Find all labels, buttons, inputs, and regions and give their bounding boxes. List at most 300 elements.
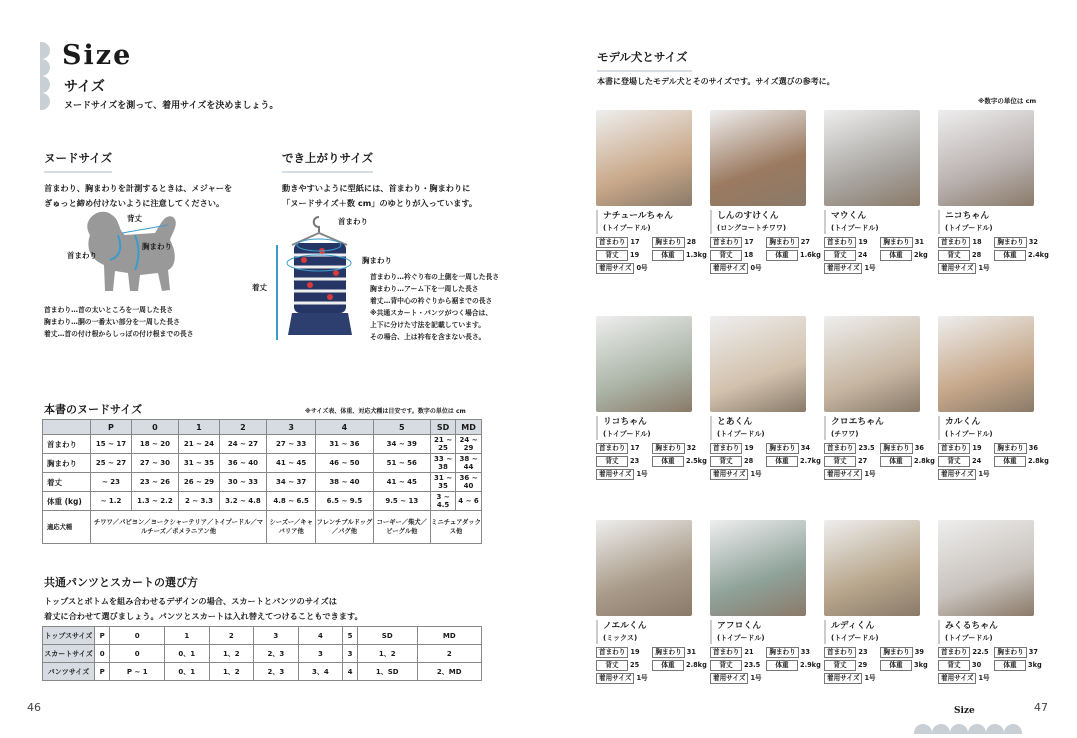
col-header: MD <box>456 420 482 435</box>
dog-breed: (トイプードル) <box>945 430 993 438</box>
stat-label: 首まわり <box>824 443 856 454</box>
cell: 1 <box>165 627 210 645</box>
stat-label: 背丈 <box>710 250 742 261</box>
row-header: 胸まわり <box>43 454 91 473</box>
stat-label: 着用サイズ <box>710 263 748 274</box>
stat-value: 17 <box>744 238 754 246</box>
stat-label: 首まわり <box>596 237 628 248</box>
dog-breed: (チワワ) <box>831 430 859 438</box>
cell: 27 ~ 30 <box>131 454 178 473</box>
dog-name: ニコちゃん <box>945 211 989 221</box>
stat-label: 着用サイズ <box>596 263 634 274</box>
stat-label: 胸まわり <box>994 237 1026 248</box>
cell: SD <box>357 627 417 645</box>
stat-label: 体重 <box>766 456 798 467</box>
table-row-breeds <box>43 511 482 544</box>
stat-label: 胸まわり <box>652 647 684 658</box>
stat-value: 2.9kg <box>800 661 821 669</box>
dog-name: ナチュールちゃん <box>603 211 673 221</box>
cell: 34 ~ 39 <box>373 435 431 454</box>
stat-label: 背丈 <box>938 456 970 467</box>
table-row <box>43 454 482 473</box>
dog-stats <box>596 236 707 275</box>
row-header: スカートサイズ <box>43 645 95 663</box>
row-header: 着丈 <box>43 473 91 492</box>
note: その場合、上は衿布を含まない長さ。 <box>370 333 486 341</box>
stat-value: 30 <box>972 661 982 669</box>
dog-name-block <box>824 620 879 644</box>
cell: 34 ~ 37 <box>267 473 316 492</box>
cell: 41 ~ 45 <box>373 473 431 492</box>
cell: 3 <box>254 627 299 645</box>
dog-name: クロエちゃん <box>831 417 884 427</box>
cell: P ~ 1 <box>110 663 165 681</box>
stat-value: 2.5kg <box>686 457 707 465</box>
table-row <box>43 473 482 492</box>
note: 首まわり…首の太いところを一周した長さ <box>44 306 174 314</box>
stat-value: 2.8kg <box>1028 457 1049 465</box>
dog-photo <box>710 520 806 616</box>
dog-stats <box>710 646 821 685</box>
cell: 1、2 <box>357 645 417 663</box>
dog-photo <box>824 316 920 412</box>
pants-text: 着丈に合わせて選びましょう。パンツとスカートは入れ替えてつけることもできます。 <box>44 611 363 621</box>
note: 着丈…背中心の衿ぐりから裾までの長さ <box>370 297 493 305</box>
col-header: 5 <box>373 420 431 435</box>
dog-stats <box>938 442 1049 481</box>
stat-value: 27 <box>800 238 810 246</box>
cell: 3 ~ 4.5 <box>431 492 456 511</box>
finished-size-section <box>282 147 477 211</box>
stat-value: 19 <box>630 648 640 656</box>
dog-name: ノエルくん <box>603 621 647 631</box>
label-chest: 胸まわり <box>362 256 392 265</box>
cell: 26 ~ 29 <box>178 473 219 492</box>
cell: 31 ~ 36 <box>316 435 373 454</box>
cell: 4.8 ~ 6.5 <box>267 492 316 511</box>
label-chest: 胸まわり <box>142 242 172 251</box>
cell: 0、1 <box>165 663 210 681</box>
stat-label: 首まわり <box>596 647 628 658</box>
dog-photo <box>596 520 692 616</box>
note: 首まわり…衿ぐり布の上側を一周した長さ <box>370 273 500 281</box>
dog-breed: (トイプードル) <box>945 224 993 232</box>
cell: ミニチュアダックス他 <box>431 511 482 544</box>
dog-photo <box>938 110 1034 206</box>
stat-value: 1号 <box>750 674 762 682</box>
stat-value: 32 <box>1028 238 1038 246</box>
cell: 30 ~ 33 <box>219 473 266 492</box>
dog-name: リコちゃん <box>603 417 647 427</box>
note: ※共通スカート・パンツがつく場合は、 <box>370 309 493 317</box>
cell: 3 <box>298 645 343 663</box>
nude-size-text: ぎゅっと締め付けないように注意してください。 <box>44 198 225 208</box>
stat-value: 36 <box>914 444 924 452</box>
cell: 24 ~ 29 <box>456 435 482 454</box>
cell: 38 ~ 44 <box>456 454 482 473</box>
dress-on-hanger-photo <box>282 215 357 340</box>
cell: 23 ~ 26 <box>131 473 178 492</box>
nude-size-section <box>44 147 232 211</box>
cell: 36 ~ 40 <box>219 454 266 473</box>
stat-label: 体重 <box>994 250 1026 261</box>
page-title-jp: サイズ <box>64 79 105 95</box>
stat-value: 17 <box>630 444 640 452</box>
dog-stats <box>824 442 935 481</box>
stat-label: 背丈 <box>596 456 628 467</box>
label-back-length: 背丈 <box>127 214 142 223</box>
stat-value: 1号 <box>636 674 648 682</box>
pants-section <box>44 574 363 624</box>
stat-label: 首まわり <box>710 443 742 454</box>
stat-value: 28 <box>744 457 754 465</box>
cell: ~ 23 <box>91 473 132 492</box>
cell: 1.3 ~ 2.2 <box>131 492 178 511</box>
stat-value: 25 <box>630 661 640 669</box>
dog-name: マウくん <box>831 211 867 221</box>
stat-value: 2.8kg <box>914 457 935 465</box>
stat-value: 2.4kg <box>1028 251 1049 259</box>
stat-value: 1号 <box>636 470 648 478</box>
cell: 1、2 <box>209 645 254 663</box>
finished-size-notes <box>370 271 499 343</box>
stat-value: 0号 <box>750 264 762 272</box>
label-length: 着丈 <box>252 283 267 292</box>
cell: 36 ~ 40 <box>456 473 482 492</box>
dog-name: アフロくん <box>717 621 761 631</box>
stat-value: 19 <box>630 251 640 259</box>
model-dogs-lead: 本書に登場したモデル犬とそのサイズです。サイズ選びの参考に。 <box>597 77 835 86</box>
stat-label: 体重 <box>766 660 798 671</box>
dog-breed: (ミックス) <box>603 634 638 642</box>
stat-label: 体重 <box>994 660 1026 671</box>
stat-label: 着用サイズ <box>710 469 748 480</box>
dog-breed: (トイプードル) <box>831 634 879 642</box>
nude-size-table <box>42 419 482 544</box>
cell: 5 <box>343 627 358 645</box>
stat-label: 体重 <box>652 456 684 467</box>
stat-value: 2kg <box>914 251 928 259</box>
cell: 2 <box>209 627 254 645</box>
stat-label: 着用サイズ <box>596 469 634 480</box>
dog-stats <box>824 236 928 275</box>
cell: 0 <box>110 645 165 663</box>
stat-label: 胸まわり <box>880 237 912 248</box>
stat-value: 19 <box>744 444 754 452</box>
cell: 27 ~ 33 <box>267 435 316 454</box>
stat-label: 着用サイズ <box>938 673 976 684</box>
cell: 0 <box>110 627 165 645</box>
note: 胸まわり…胴の一番太い部分を一周した長さ <box>44 318 180 326</box>
dog-photo <box>596 316 692 412</box>
stat-value: 32 <box>686 444 696 452</box>
stat-label: 首まわり <box>938 647 970 658</box>
model-dogs-heading: モデル犬とサイズ <box>597 49 692 72</box>
stat-label: 背丈 <box>710 660 742 671</box>
table-header-row <box>43 420 482 435</box>
row-header: 体重 (kg) <box>43 492 91 511</box>
cell: コーギー／柴犬／ビーグル他 <box>373 511 431 544</box>
dog-stats <box>710 442 821 481</box>
dog-name-block <box>824 416 884 440</box>
cell: 2、MD <box>417 663 482 681</box>
stat-label: 胸まわり <box>766 647 798 658</box>
stat-label: 背丈 <box>596 250 628 261</box>
dog-name: みくるちゃん <box>945 621 998 631</box>
footer-title: Size <box>954 706 975 716</box>
cell: 4 <box>343 663 358 681</box>
title-scallop-decoration <box>40 42 50 110</box>
stat-value: 37 <box>1028 648 1038 656</box>
stat-label: 着用サイズ <box>824 469 862 480</box>
cell: 18 ~ 20 <box>131 435 178 454</box>
stat-value: 1号 <box>864 264 876 272</box>
stat-label: 背丈 <box>710 456 742 467</box>
page-number-left: 46 <box>27 701 41 714</box>
stat-label: 背丈 <box>824 456 856 467</box>
stat-value: 3kg <box>914 661 928 669</box>
cell: チワワ／パピヨン／ヨークシャーテリア／トイプードル／マルチーズ／ポメラニアン他 <box>91 511 267 544</box>
cell: 9.5 ~ 13 <box>373 492 431 511</box>
stat-value: 23.5 <box>744 661 761 669</box>
stat-label: 胸まわり <box>880 443 912 454</box>
cell: 38 ~ 40 <box>316 473 373 492</box>
cell: 3 <box>343 645 358 663</box>
stat-label: 背丈 <box>938 250 970 261</box>
stat-label: 着用サイズ <box>938 263 976 274</box>
stat-value: 3kg <box>1028 661 1042 669</box>
stat-label: 首まわり <box>938 443 970 454</box>
dog-breed: (トイプードル) <box>717 634 765 642</box>
dog-name-block <box>596 620 647 644</box>
dog-stats <box>596 646 707 685</box>
stat-label: 首まわり <box>596 443 628 454</box>
stat-label: 体重 <box>880 456 912 467</box>
cell: フレンチブルドッグ／パグ他 <box>316 511 373 544</box>
cell: ~ 1.2 <box>91 492 132 511</box>
stat-value: 22.5 <box>972 648 989 656</box>
dog-name-block <box>938 620 998 644</box>
col-header: P <box>91 420 132 435</box>
cell: 33 ~ 38 <box>431 454 456 473</box>
pants-text: トップスとボトムを組み合わせるデザインの場合、スカートとパンツのサイズは <box>44 596 337 606</box>
stat-value: 33 <box>800 648 810 656</box>
cell: 2 <box>417 645 482 663</box>
stat-label: 首まわり <box>710 647 742 658</box>
row-header: トップスサイズ <box>43 627 95 645</box>
stat-label: 首まわり <box>710 237 742 248</box>
cell: 51 ~ 56 <box>373 454 431 473</box>
page-number-right: 47 <box>1034 701 1048 714</box>
stat-value: 24 <box>972 457 982 465</box>
stat-value: 36 <box>1028 444 1038 452</box>
stat-label: 胸まわり <box>766 443 798 454</box>
cell: 3.2 ~ 4.8 <box>219 492 266 511</box>
stat-label: 体重 <box>766 250 798 261</box>
stat-value: 28 <box>686 238 696 246</box>
stat-value: 1号 <box>750 470 762 478</box>
col-header: SD <box>431 420 456 435</box>
stat-label: 着用サイズ <box>596 673 634 684</box>
dog-photo <box>710 110 806 206</box>
col-header: 4 <box>316 420 373 435</box>
dog-breed: (トイプードル) <box>945 634 993 642</box>
cell: 21 ~ 24 <box>178 435 219 454</box>
finished-size-heading: でき上がりサイズ <box>282 150 373 173</box>
cell: 1、2 <box>209 663 254 681</box>
note: 着丈…首の付け根からしっぽの付け根までの長さ <box>44 330 194 338</box>
stat-label: 体重 <box>880 660 912 671</box>
dog-breed: (トイプードル) <box>603 430 651 438</box>
cell: シーズー／キャバリア他 <box>267 511 316 544</box>
dog-stats <box>596 442 707 481</box>
stat-value: 24 <box>858 251 868 259</box>
unit-note: ※数字の単位は cm <box>978 97 1037 105</box>
stat-label: 首まわり <box>938 237 970 248</box>
table-row <box>43 627 482 645</box>
stat-label: 着用サイズ <box>824 673 862 684</box>
stat-label: 背丈 <box>824 660 856 671</box>
page-lead: ヌードサイズを測って、着用サイズを決めましょう。 <box>64 101 279 111</box>
dog-photo <box>938 316 1034 412</box>
finished-size-text: 動きやすいように型紙には、首まわり・胸まわりに <box>282 183 471 193</box>
dog-name-block <box>710 620 765 644</box>
cell: 2、3 <box>254 663 299 681</box>
nude-size-notes <box>44 304 194 340</box>
dog-name-block <box>710 210 786 234</box>
table-row <box>43 435 482 454</box>
note: 胸まわり…アーム下を一周した長さ <box>370 285 479 293</box>
col-header: 3 <box>267 420 316 435</box>
length-indicator-line <box>276 245 278 340</box>
cell: 6.5 ~ 9.5 <box>316 492 373 511</box>
stat-value: 31 <box>914 238 924 246</box>
dog-breed: (ロングコートチワワ) <box>717 224 787 232</box>
cell: 24 ~ 27 <box>219 435 266 454</box>
model-dogs-header <box>597 46 692 72</box>
col-header: 0 <box>131 420 178 435</box>
stat-label: 胸まわり <box>652 443 684 454</box>
dog-stats <box>710 236 821 275</box>
stat-label: 胸まわり <box>994 647 1026 658</box>
stat-value: 18 <box>972 238 982 246</box>
cell: 4 <box>298 627 343 645</box>
stat-value: 1号 <box>978 674 990 682</box>
dog-photo <box>824 110 920 206</box>
cell: P <box>95 627 110 645</box>
stat-value: 34 <box>800 444 810 452</box>
col-header: 1 <box>178 420 219 435</box>
cell: P <box>95 663 110 681</box>
dog-name: しんのすけくん <box>717 211 779 221</box>
row-header: 首まわり <box>43 435 91 454</box>
cell: 1、SD <box>357 663 417 681</box>
dog-name-block <box>938 210 993 234</box>
dog-name-block <box>938 416 993 440</box>
row-header: 適応犬種 <box>43 511 91 544</box>
stat-value: 39 <box>914 648 924 656</box>
cell: 0、1 <box>165 645 210 663</box>
cell: 15 ~ 17 <box>91 435 132 454</box>
stat-value: 21 <box>744 648 754 656</box>
stat-value: 1号 <box>864 470 876 478</box>
stat-label: 首まわり <box>824 237 856 248</box>
dog-name: カルくん <box>945 417 981 427</box>
dog-photo <box>710 316 806 412</box>
dog-name-block <box>596 210 673 234</box>
stat-label: 胸まわり <box>994 443 1026 454</box>
cell: 0 <box>95 645 110 663</box>
cell: MD <box>417 627 482 645</box>
page-title-en: Size <box>62 40 133 71</box>
stat-label: 背丈 <box>824 250 856 261</box>
note: 上下に分けた寸法を記載しています。 <box>370 321 486 329</box>
dog-breed: (トイプードル) <box>831 224 879 232</box>
stat-label: 着用サイズ <box>824 263 862 274</box>
cell: 21 ~ 25 <box>431 435 456 454</box>
dog-name-block <box>824 210 879 234</box>
table-row <box>43 663 482 681</box>
dog-stats <box>938 236 1049 275</box>
stat-value: 1.3kg <box>686 251 707 259</box>
cell: 3、4 <box>298 663 343 681</box>
stat-value: 1.6kg <box>800 251 821 259</box>
cell: 25 ~ 27 <box>91 454 132 473</box>
stat-value: 19 <box>972 444 982 452</box>
stat-label: 背丈 <box>596 660 628 671</box>
stat-label: 着用サイズ <box>938 469 976 480</box>
nude-table-note: ※サイズ表、体重、対応犬種は目安です。数字の単位は cm <box>305 408 466 415</box>
stat-value: 0号 <box>636 264 648 272</box>
stat-label: 胸まわり <box>766 237 798 248</box>
stat-value: 2.7kg <box>800 457 821 465</box>
cell: 46 ~ 50 <box>316 454 373 473</box>
nude-table-heading: 本書のヌードサイズ <box>44 403 143 416</box>
cell: 41 ~ 45 <box>267 454 316 473</box>
stat-label: 胸まわり <box>880 647 912 658</box>
dog-stats <box>824 646 928 685</box>
stat-label: 胸まわり <box>652 237 684 248</box>
stat-value: 23.5 <box>858 444 875 452</box>
stat-value: 17 <box>630 238 640 246</box>
nude-size-text: 首まわり、胸まわりを計測するときは、メジャーを <box>44 183 233 193</box>
cell: 31 ~ 35 <box>431 473 456 492</box>
stat-value: 29 <box>858 661 868 669</box>
dog-stats <box>938 646 1042 685</box>
nude-size-heading: ヌードサイズ <box>44 150 112 173</box>
dog-photo <box>938 520 1034 616</box>
stat-label: 首まわり <box>824 647 856 658</box>
dog-photo <box>596 110 692 206</box>
label-neck: 首まわり <box>67 251 97 260</box>
dog-name: ルディくん <box>831 621 875 631</box>
stat-value: 1号 <box>864 674 876 682</box>
finished-size-text: 「ヌードサイズ＋数 cm」のゆとりが入っています。 <box>282 198 478 208</box>
dog-name-block <box>596 416 651 440</box>
stat-label: 体重 <box>994 456 1026 467</box>
cell: 2 ~ 3.3 <box>178 492 219 511</box>
dog-name: とあくん <box>717 417 753 427</box>
stat-label: 体重 <box>652 660 684 671</box>
cell: 31 ~ 35 <box>178 454 219 473</box>
cell: 4 ~ 6 <box>456 492 482 511</box>
stat-value: 19 <box>858 238 868 246</box>
stat-label: 体重 <box>880 250 912 261</box>
stat-value: 23 <box>858 648 868 656</box>
stat-label: 着用サイズ <box>710 673 748 684</box>
pants-heading: 共通パンツとスカートの選び方 <box>44 576 198 589</box>
stat-value: 2.8kg <box>686 661 707 669</box>
